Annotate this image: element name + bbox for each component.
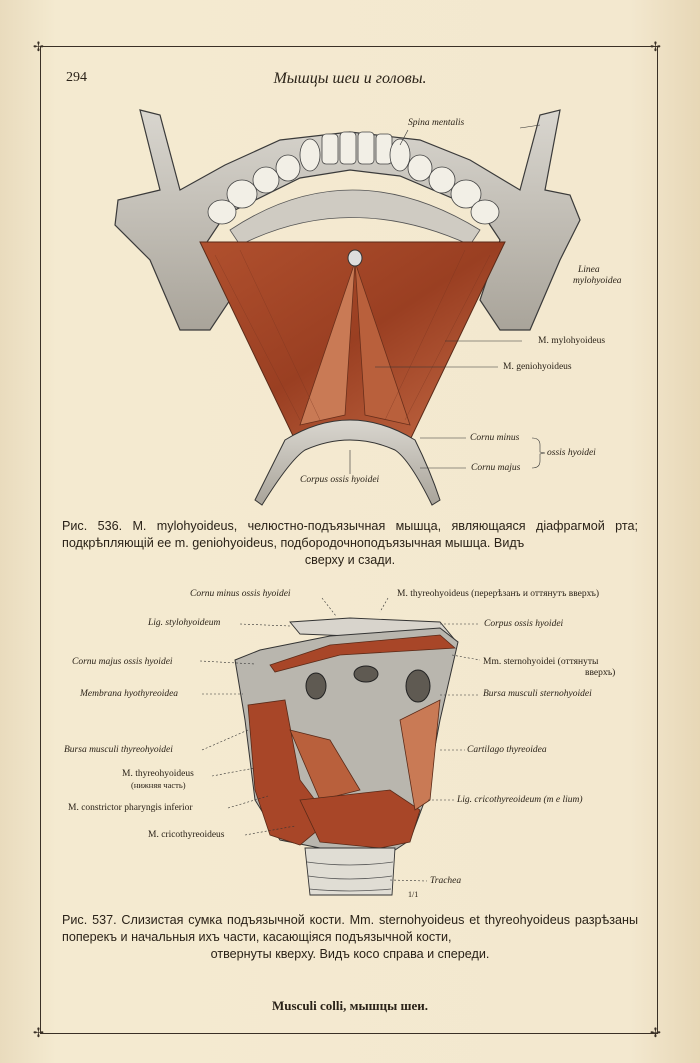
- label-ossis-hyoidei: ossis hyoidei: [547, 448, 596, 458]
- label-bursa-sternohyoidei: Bursa musculi sternohyoidei: [483, 689, 592, 699]
- label-lig-stylohyoideum: Lig. stylohyoideum: [148, 618, 221, 628]
- label-spina-mentalis: Spina mentalis: [408, 118, 465, 128]
- corner-ornament: ✢: [650, 1025, 661, 1040]
- label-corpus-ossis-hyoidei-2: Corpus ossis hyoidei: [484, 619, 564, 629]
- label-lig-cricothyreoideum: Lig. cricothyreoideum (m e lium): [457, 795, 583, 805]
- caption-fig-537: [62, 912, 638, 963]
- caption-537-line-2: разрѣзаны поперекъ и начальныя ихъ части, касающіяся подъязычной кости,: [62, 913, 639, 944]
- label-constrictor-pharyngis: M. constrictor pharyngis inferior: [68, 803, 193, 813]
- caption-536-line-1: Рис. 536. M. mylohyoideus, челюстно-подъязычная мышца, являющаяся діафрагмой: [62, 519, 605, 533]
- label-cornu-minus: Cornu minus: [470, 433, 520, 443]
- caption-536-line-3: сверху и сзади.: [304, 553, 396, 567]
- scale-note: 1/1: [408, 890, 419, 899]
- label-cornu-majus-ossis-hyoidei: Cornu majus ossis hyoidei: [72, 657, 173, 667]
- label-sternohyoidei-2: вверхъ): [585, 668, 616, 678]
- page-title: Мышцы шеи и головы.: [273, 70, 427, 87]
- caption-536-line-2: рта; подкрѣпляющій ее m. geniohyoideus, подбородочноподъязычная мышца. Видъ: [62, 519, 638, 550]
- label-cricothyreoideus: M. cricothyreoideus: [148, 830, 225, 840]
- label-trachea: Trachea: [430, 876, 462, 886]
- label-thyreohyoideus-top: M. thyreohyoideus (перерѣзанъ и оттянутъ вверхъ): [397, 589, 600, 599]
- label-linea-2: mylohyoidea: [573, 276, 622, 286]
- page-number: 294: [66, 70, 87, 85]
- label-cornu-majus: Cornu majus: [471, 463, 521, 473]
- footer-title: Musculi colli, мышцы шеи.: [272, 998, 428, 1013]
- label-cartilago-thyreoidea: Cartilago thyreoidea: [467, 745, 547, 755]
- label-sternohyoidei: Mm. sternohyoidei (оттянуты: [483, 657, 599, 667]
- label-geniohyoideus: M. geniohyoideus: [503, 362, 572, 372]
- label-membrana-hyothyreoidea: Membrana hyothyreoidea: [80, 689, 179, 699]
- label-linea: Linea: [578, 265, 600, 275]
- corner-ornament: ✢: [33, 1025, 44, 1040]
- label-bursa-thyreohyoidei: Bursa musculi thyreohyoidei: [64, 745, 173, 755]
- label-thyreohyoideus-lower: M. thyreohyoideus: [122, 769, 194, 779]
- label-thyreohyoideus-lower-2: (нижняя часть): [131, 780, 186, 790]
- label-corpus-ossis-hyoidei: Corpus ossis hyoidei: [300, 475, 380, 485]
- label-cornu-minus-ossis-hyoidei: Cornu minus ossis hyoidei: [190, 589, 291, 599]
- corner-ornament: ✢: [33, 39, 44, 54]
- corner-ornament: ✢: [650, 39, 661, 54]
- caption-537-line-1: Рис. 537. Слизистая сумка подъязычной кости. Mm. sternohyoideus et thyreohyoideus: [62, 913, 571, 927]
- caption-537-line-3: отвернуты кверху. Видъ косо справа и спереди.: [210, 947, 490, 961]
- label-mylohyoideus: M. mylohyoideus: [538, 336, 606, 346]
